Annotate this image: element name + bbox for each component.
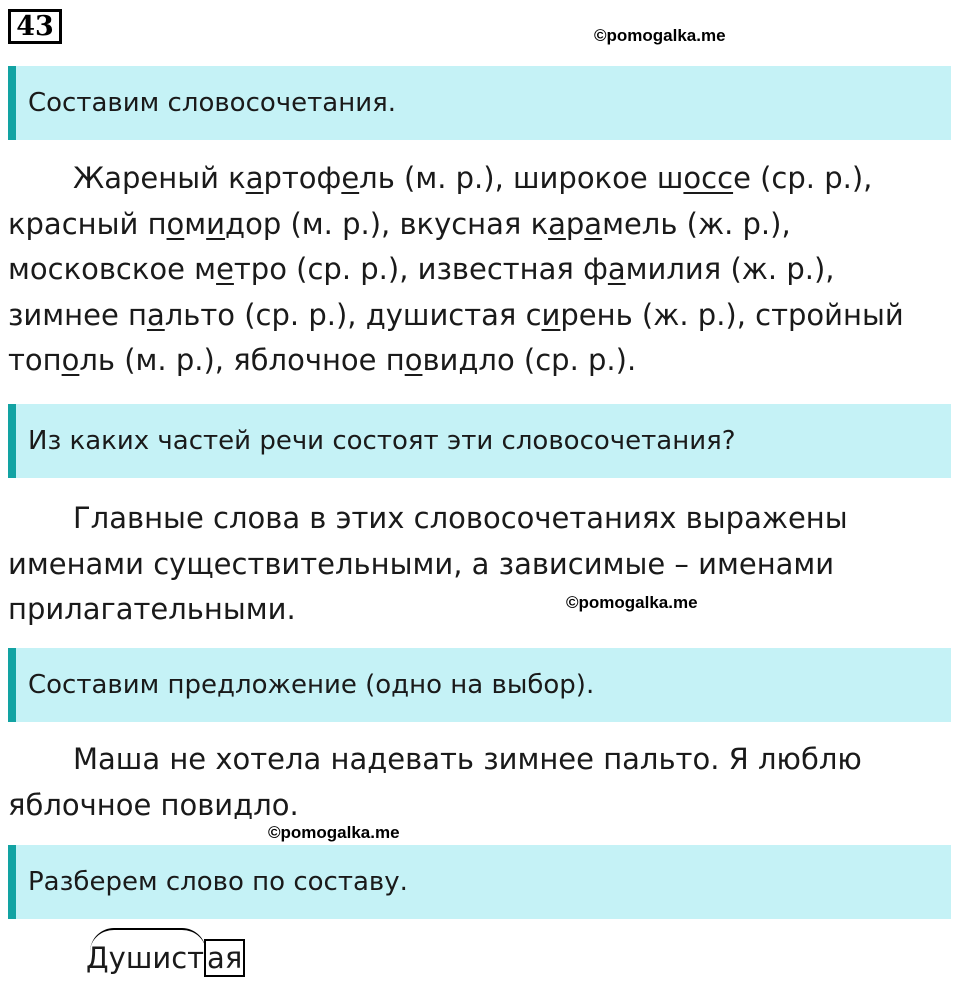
unstressed-vowel: о — [166, 206, 185, 241]
unstressed-vowel: о — [61, 343, 80, 377]
parsed-word — [86, 940, 245, 976]
double-consonant: осс — [683, 161, 734, 195]
unstressed-vowel: а — [584, 206, 603, 241]
text: мель (ж. р.), — [602, 206, 791, 241]
answer-paragraph-2 — [8, 496, 958, 633]
unstressed-vowel: е — [341, 161, 360, 195]
task-text: Составим словосочетания. — [28, 88, 397, 118]
text: дор (м. р.), вкусная к — [225, 206, 549, 241]
unstressed-vowel: е — [216, 252, 234, 286]
answer-paragraph-3 — [8, 737, 958, 828]
watermark: ©pomogalka.me — [566, 593, 698, 612]
unstressed-vowel: о — [404, 343, 423, 377]
text: Жареный к — [73, 161, 246, 195]
text: зимнее п — [8, 297, 147, 332]
watermark: ©pomogalka.me — [268, 823, 400, 842]
task-text: Из каких частей речи состоят эти словосочетания? — [28, 426, 736, 456]
exercise-number: 43 — [8, 9, 62, 44]
text: м — [184, 206, 207, 241]
text: р — [565, 206, 585, 241]
text: видло (ср. р.). — [422, 343, 637, 377]
task-bar-3 — [8, 648, 951, 722]
task-bar-2 — [8, 404, 951, 478]
unstressed-vowel: и — [541, 297, 561, 332]
text-line — [8, 293, 958, 339]
task-text: Разберем слово по составу. — [28, 867, 408, 897]
text-line: яблочное повидло. — [8, 787, 299, 822]
text-line — [8, 338, 958, 384]
unstressed-vowel: а — [607, 252, 626, 286]
text: московское м — [8, 252, 217, 286]
text-line: Маша не хотела надевать зимнее пальто. Я люблю — [73, 742, 862, 776]
text: ль (м. р.), широкое ш — [359, 161, 684, 195]
word-ending: ая — [204, 939, 245, 977]
unstressed-vowel: и — [206, 206, 226, 241]
text-line — [8, 156, 958, 202]
text-line — [8, 202, 958, 248]
task-text: Составим предложение (одно на выбор). — [28, 670, 595, 700]
text: е (ср. р.), — [733, 161, 873, 195]
word-root: Душист — [86, 941, 205, 975]
text: рень (ж. р.), стройный — [560, 297, 904, 332]
answer-paragraph-1 — [8, 156, 958, 384]
text: красный п — [8, 206, 167, 241]
text: милия (ж. р.), — [625, 252, 835, 286]
unstressed-vowel: а — [245, 161, 264, 195]
watermark: ©pomogalka.me — [594, 26, 726, 45]
text: тро (ср. р.), известная ф — [233, 252, 608, 286]
task-bar-4 — [8, 845, 951, 919]
text: топ — [8, 343, 62, 377]
text-line — [8, 247, 958, 293]
text-line: именами существительными, а зависимые – именами — [8, 546, 835, 581]
unstressed-vowel: а — [146, 297, 165, 332]
text: ртоф — [263, 161, 342, 195]
task-bar-1 — [8, 66, 951, 140]
text-line: прилагательными. — [8, 592, 296, 626]
text: ль (м. р.), яблочное п — [79, 343, 405, 377]
text-line: Главные слова в этих словосочетаниях выражены — [73, 501, 848, 535]
text: льто (ср. р.), душистая с — [164, 297, 542, 332]
unstressed-vowel: а — [548, 206, 566, 241]
